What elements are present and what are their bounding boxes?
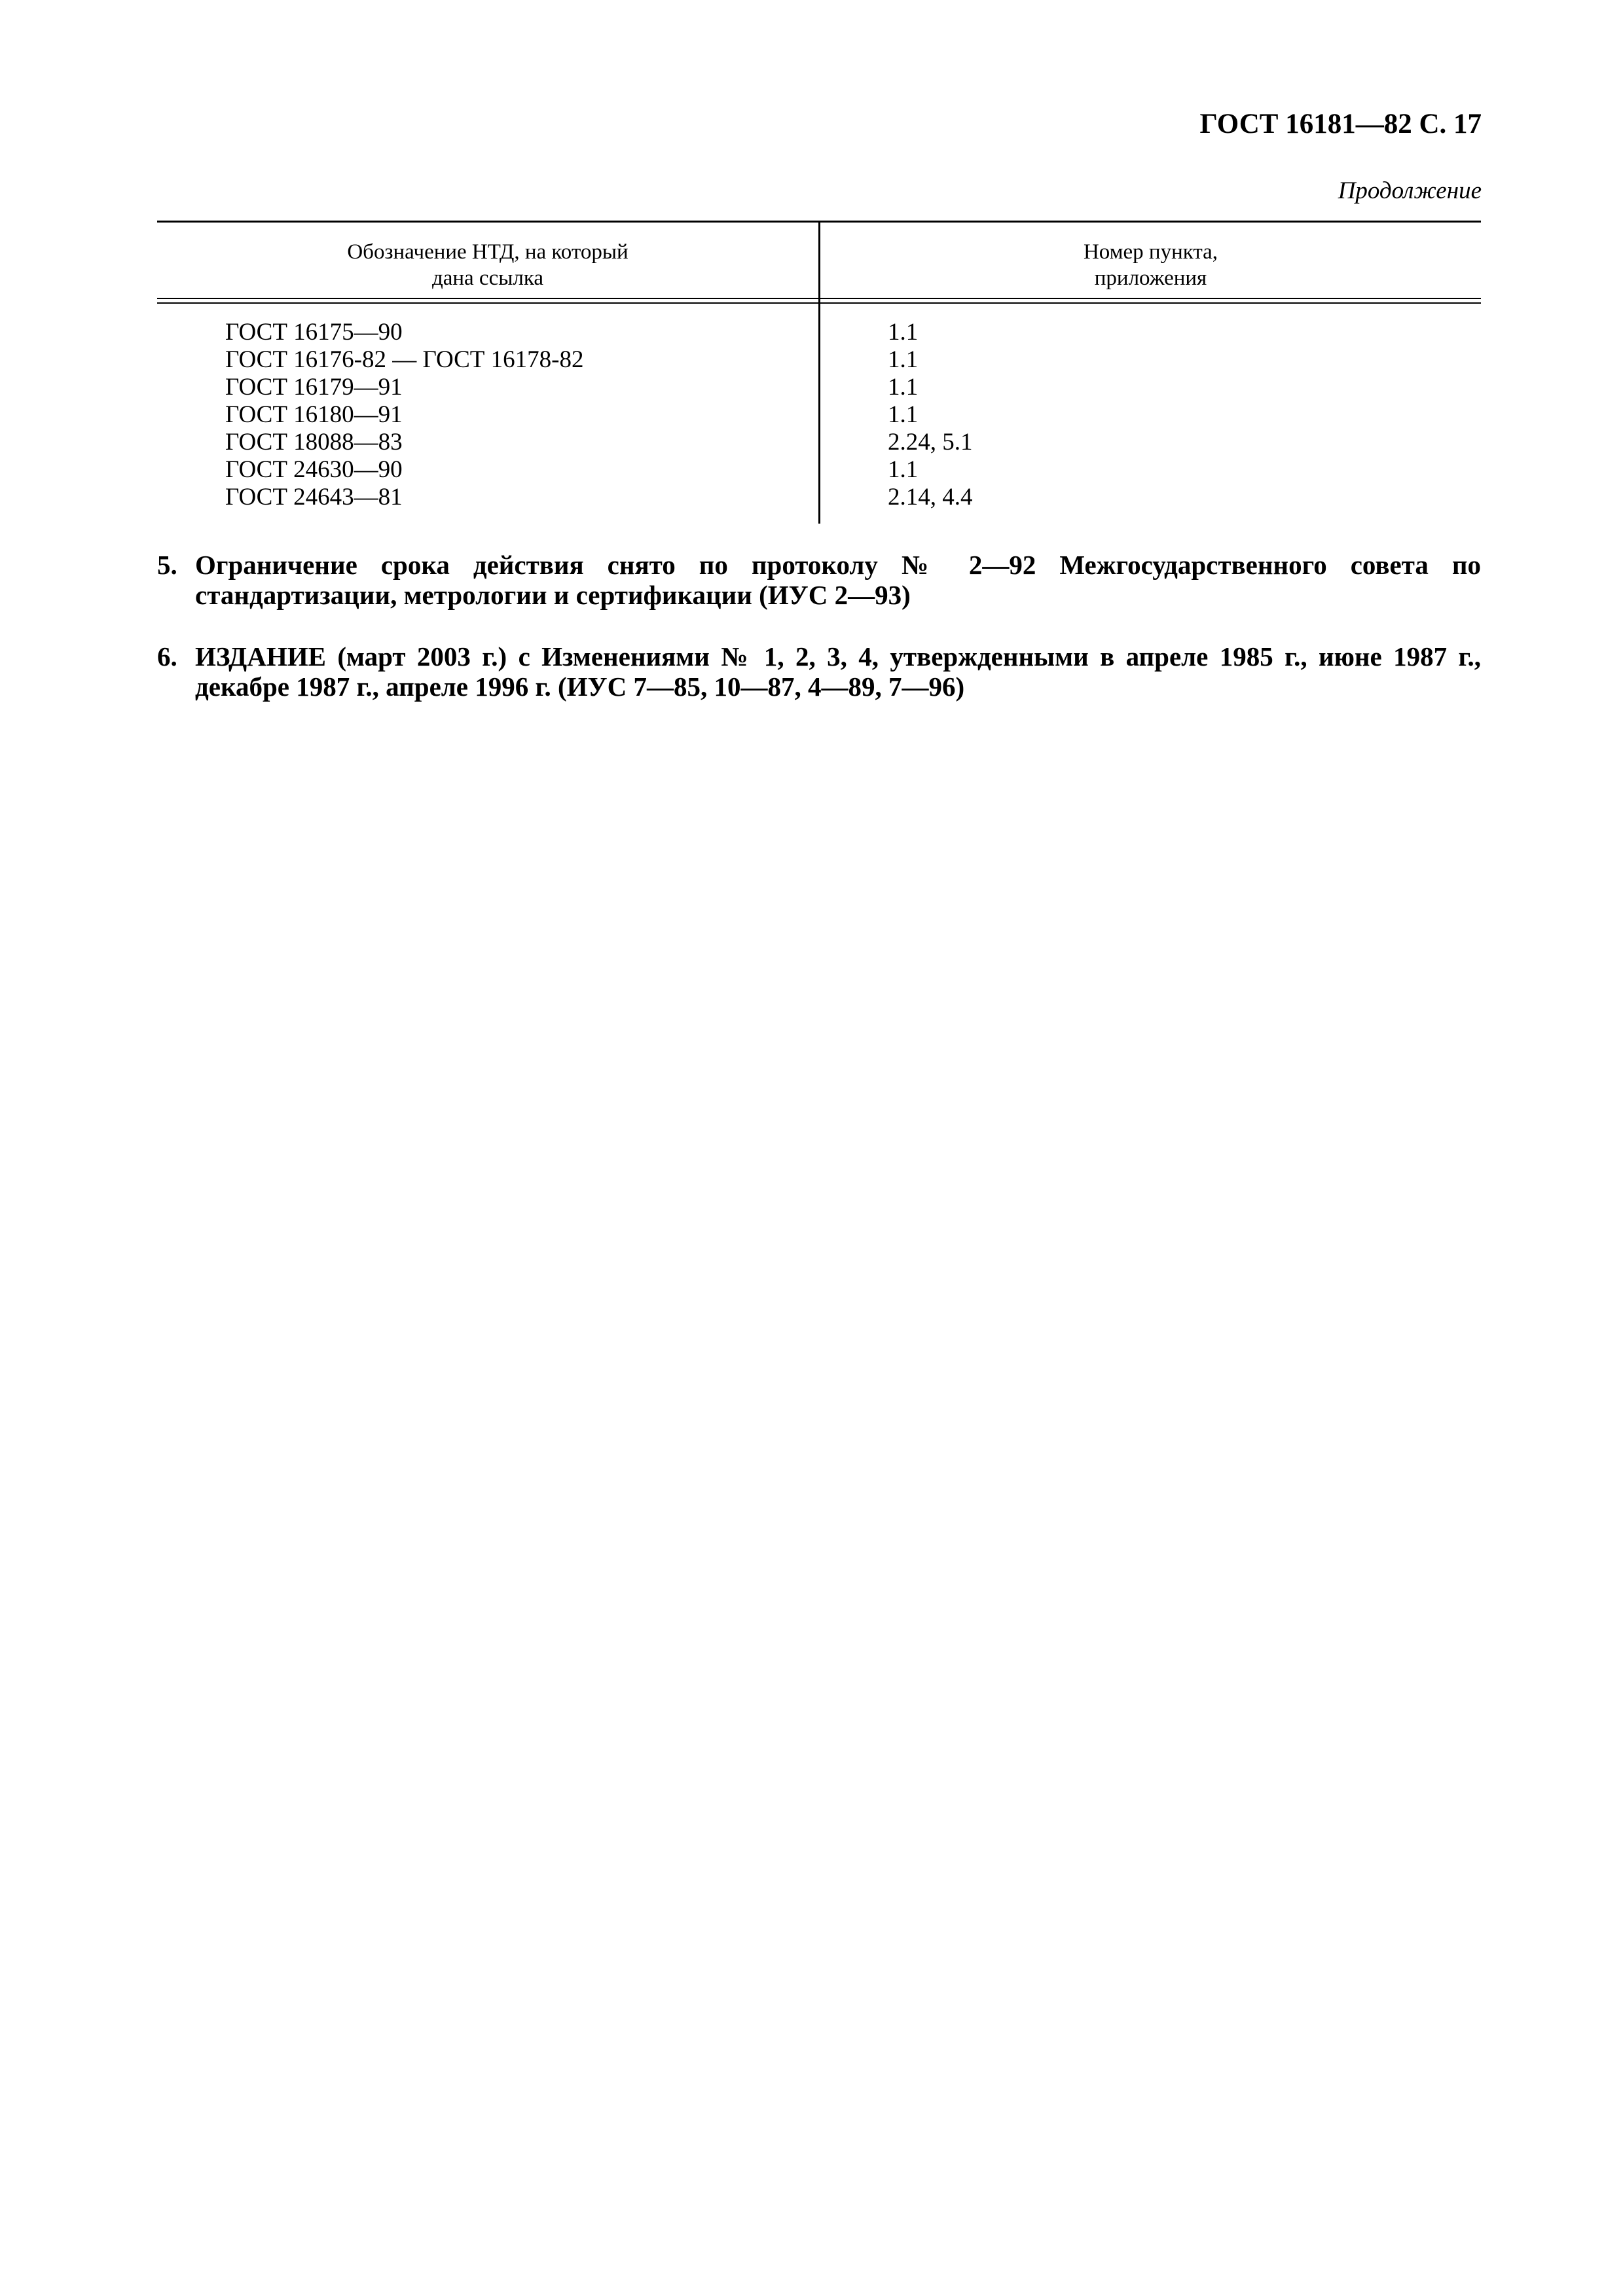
note-number: 6. [157, 641, 177, 672]
document-cell: ГОСТ 16175—90 [225, 319, 403, 346]
document-cell: ГОСТ 16179—91 [225, 374, 403, 401]
clause-cell: 2.24, 5.1 [888, 429, 973, 456]
clause-cell: 1.1 [888, 319, 919, 346]
document-cell: ГОСТ 16176-82 — ГОСТ 16178-82 [225, 346, 584, 373]
clause-cell: 1.1 [888, 374, 919, 401]
document-cell: ГОСТ 24643—81 [225, 484, 403, 511]
note-text: ИЗДАНИЕ (март 2003 г.) с Изменениями № 1, 2, 3, 4, утвержденными в апреле 1985 г., июне 1987 г., декабре 1987 г., апреле 1996 г. (ИУС 7—85, 10—87, 4—89, 7—96) [195, 641, 1481, 702]
table-body [157, 319, 1481, 511]
table-row [157, 456, 1481, 484]
document-cell: ГОСТ 16180—91 [225, 401, 403, 428]
note-validity [157, 550, 1481, 610]
clause-cell: 2.14, 4.4 [888, 484, 973, 511]
document-cell: ГОСТ 18088—83 [225, 429, 403, 456]
column-header-document [157, 239, 818, 291]
notes-section [157, 550, 1481, 733]
column-header-clause-line-2: приложения [1094, 266, 1207, 290]
column-header-document-line-2: дана ссылка [431, 266, 544, 290]
page-header: ГОСТ 16181—82 С. 17 [1199, 109, 1482, 139]
clause-cell: 1.1 [888, 401, 919, 428]
note-edition [157, 641, 1481, 702]
table-row [157, 319, 1481, 346]
note-text: Ограничение срока действия снято по протоколу № 2—92 Межгосударственного совета по стандартизации, метрологии и сертификации (ИУС 2—93) [195, 550, 1481, 610]
table-row [157, 484, 1481, 511]
clause-cell: 1.1 [888, 456, 919, 483]
note-number: 5. [157, 550, 177, 580]
column-header-document-line-1: Обозначение НТД, на который [347, 240, 629, 264]
table-row [157, 346, 1481, 374]
table-row [157, 374, 1481, 401]
header-double-rule [157, 298, 1481, 304]
clause-cell: 1.1 [888, 346, 919, 373]
document-cell: ГОСТ 24630—90 [225, 456, 403, 483]
column-header-clause [820, 239, 1481, 291]
column-header-clause-line-1: Номер пункта, [1083, 240, 1218, 264]
table-row [157, 401, 1481, 429]
table-row [157, 429, 1481, 456]
continuation-label: Продолжение [1338, 177, 1482, 204]
